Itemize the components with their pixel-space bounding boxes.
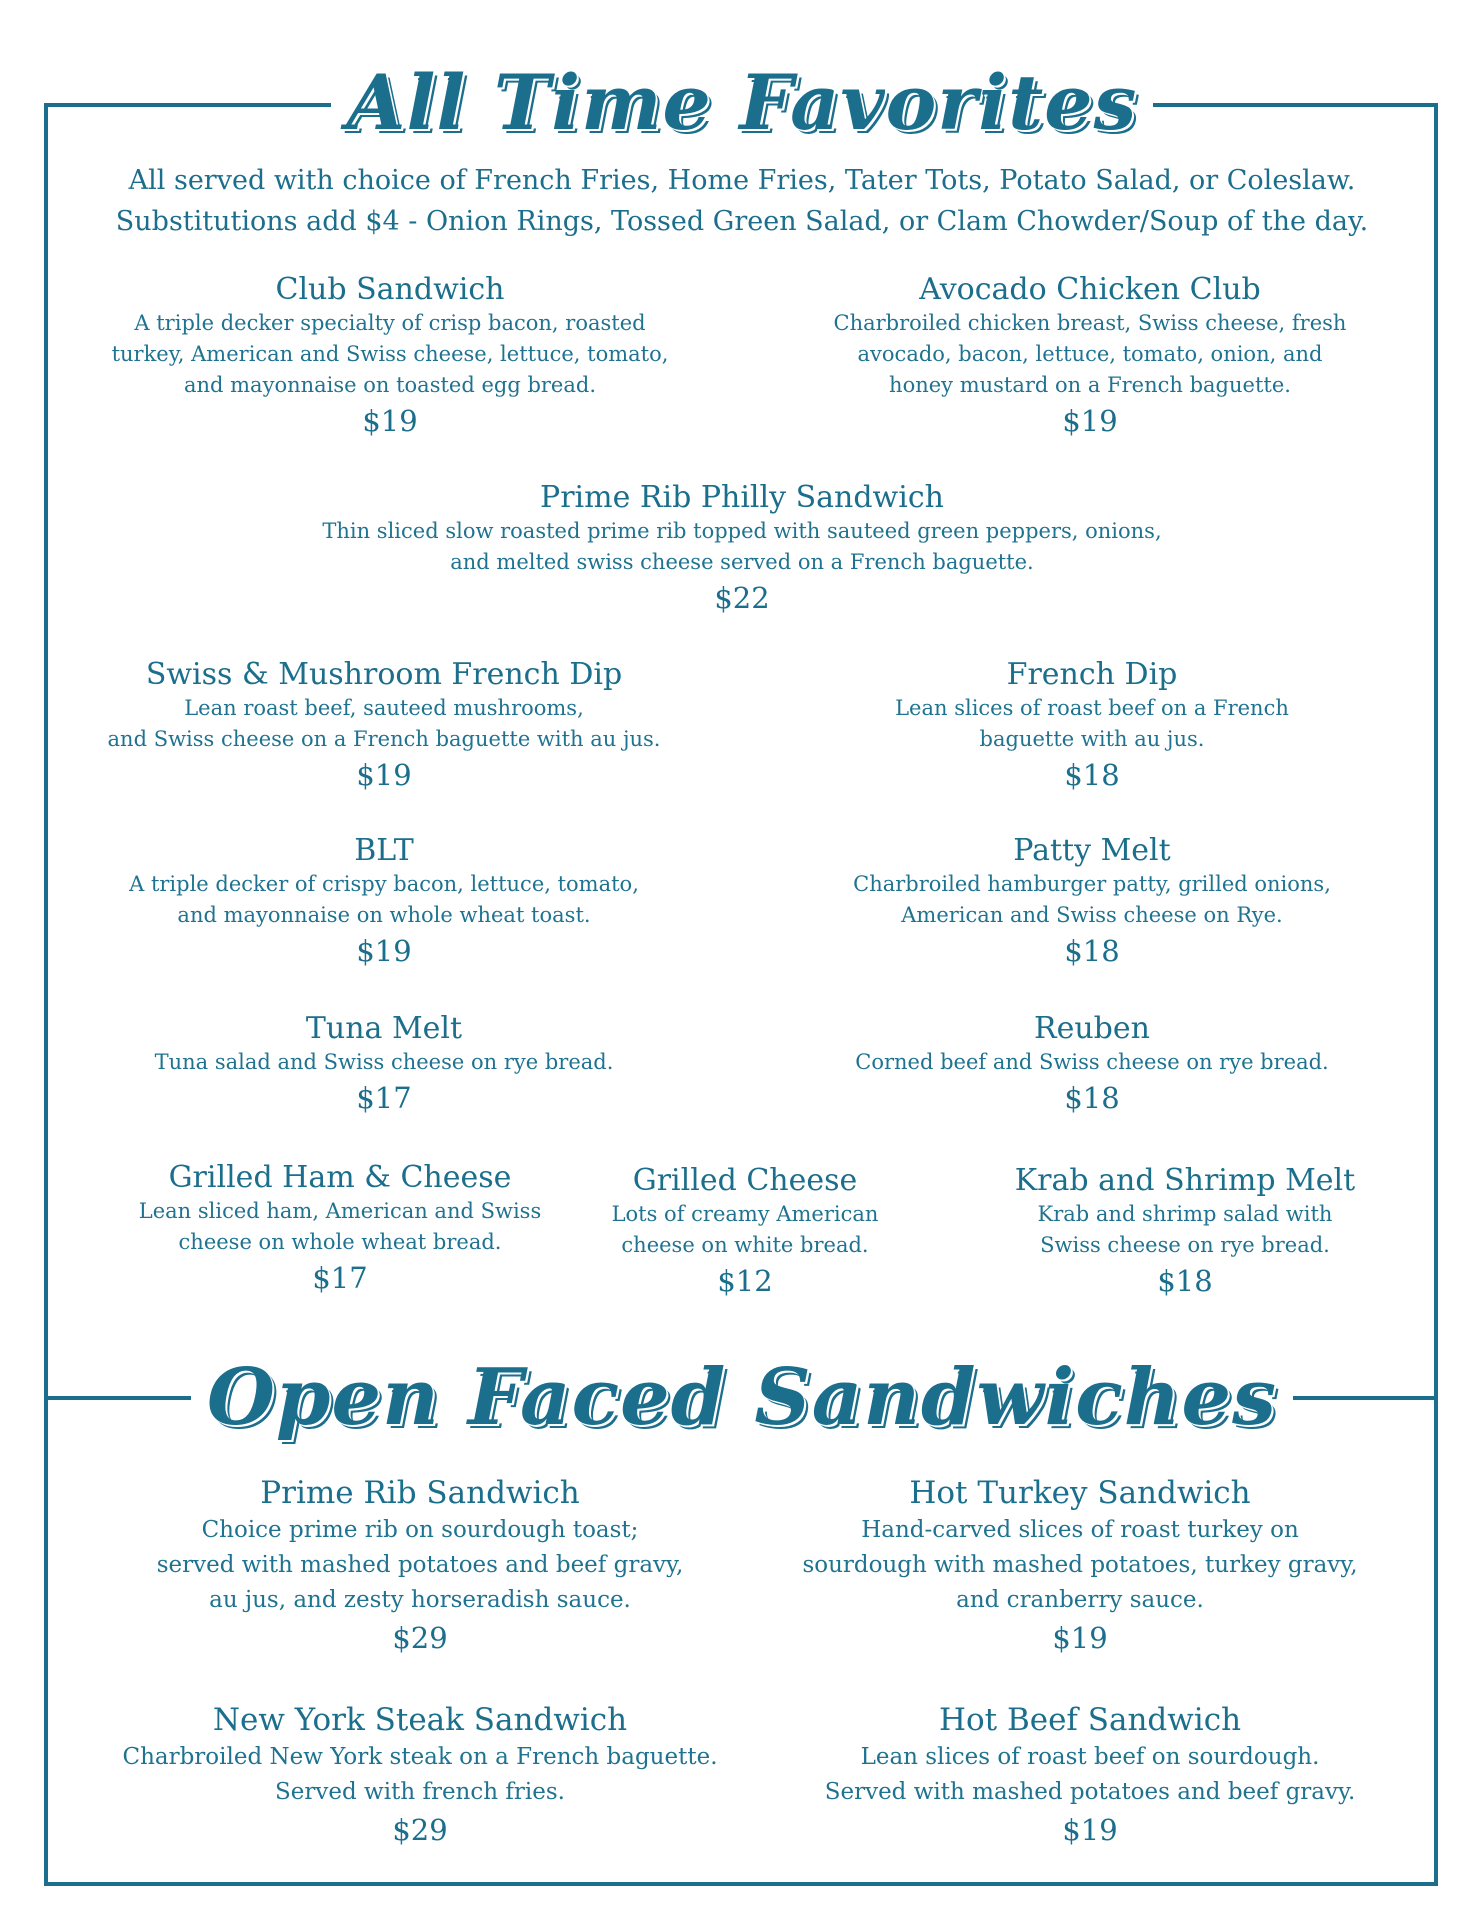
menu-item-swiss-mushroom-french-dip <box>84 657 684 795</box>
item-name: Avocado Chicken Club <box>919 272 1261 307</box>
item-description <box>760 1513 1400 1618</box>
description-line: Krab and shrimp salad with <box>1037 1202 1333 1226</box>
item-price: $19 <box>356 758 412 792</box>
item-price: $19 <box>362 404 418 438</box>
item-name: Reuben <box>1034 1011 1150 1046</box>
favorites-title: All Time Favorites <box>331 61 1154 145</box>
item-description <box>100 1513 740 1618</box>
description-line: and mayonnaise on whole wheat toast. <box>177 903 591 927</box>
description-line: Lean slices of roast beef on a French <box>895 696 1289 720</box>
item-price: $29 <box>392 1621 448 1655</box>
item-name: BLT <box>354 833 414 868</box>
menu-item-french-dip <box>792 657 1392 795</box>
item-price: $19 <box>1052 1621 1108 1655</box>
item-description <box>100 1196 580 1258</box>
menu-item-blt <box>84 833 684 971</box>
item-description <box>84 869 684 931</box>
item-name: French Dip <box>1006 657 1178 692</box>
description-line: Charbroiled New York steak on a French baguette. <box>122 1744 718 1770</box>
item-price: $29 <box>392 1813 448 1847</box>
substitutions-line: Substitutions add $4 - Onion Rings, Tossed Green Salad, or Clam Chowder/Soup of the day. <box>115 206 1369 237</box>
description-line: Corned beef and Swiss cheese on rye bread. <box>855 1050 1329 1074</box>
item-description <box>792 1047 1392 1078</box>
description-line: and Swiss cheese on a French baguette with au jus. <box>107 727 661 751</box>
description-line: Charbroiled chicken breast, Swiss cheese, fresh <box>833 311 1347 335</box>
description-line: au jus, and zesty horseradish sauce. <box>209 1587 631 1613</box>
description-line: Lean roast beef, sauteed mushrooms, <box>184 696 584 720</box>
item-name: Hot Turkey Sandwich <box>909 1475 1251 1511</box>
item-name: Hot Beef Sandwich <box>938 1702 1242 1738</box>
item-description <box>84 1047 684 1078</box>
menu-item-patty-melt <box>792 833 1392 971</box>
description-line: A triple decker specialty of crisp bacon, roasted <box>134 311 646 335</box>
sides-line: All served with choice of French Fries, Home Fries, Tater Tots, Potato Salad, or Coleslaw. <box>128 165 1356 196</box>
description-line: sourdough with mashed potatoes, turkey gravy, <box>802 1552 1358 1578</box>
description-line: and mayonnaise on toasted egg bread. <box>183 373 596 397</box>
item-description <box>80 1740 760 1810</box>
description-line: and cranberry sauce. <box>956 1587 1204 1613</box>
description-line: American and Swiss cheese on Rye. <box>901 903 1283 927</box>
description-line: Served with french fries. <box>275 1779 565 1805</box>
item-name: New York Steak Sandwich <box>212 1702 628 1738</box>
description-line: A triple decker of crispy bacon, lettuce, tomato, <box>129 872 639 896</box>
description-line: Lean sliced ham, American and Swiss <box>138 1199 542 1223</box>
item-price: $19 <box>1062 1813 1118 1847</box>
item-price: $12 <box>717 1264 773 1298</box>
menu-item-hot-beef-sandwich <box>750 1700 1430 1850</box>
item-description <box>590 1199 900 1261</box>
item-price: $19 <box>356 934 412 968</box>
menu-item-grilled-cheese <box>590 1163 900 1301</box>
menu-item-avocado-chicken-club <box>790 272 1390 441</box>
description-line: served with mashed potatoes and beef gravy, <box>156 1552 684 1578</box>
description-line: Served with mashed potatoes and beef gravy. <box>824 1779 1356 1805</box>
description-line: Hand-carved slices of roast turkey on <box>861 1517 1299 1543</box>
item-price: $17 <box>356 1081 412 1115</box>
item-price: $17 <box>312 1261 368 1295</box>
item-price: $19 <box>1062 404 1118 438</box>
item-description <box>90 308 690 401</box>
description-line: Tuna salad and Swiss cheese on rye bread. <box>154 1050 614 1074</box>
item-name: Krab and Shrimp Melt <box>1014 1163 1356 1198</box>
description-line: cheese on white bread. <box>621 1233 869 1257</box>
item-price: $22 <box>714 581 770 615</box>
item-name: Swiss & Mushroom French Dip <box>145 657 623 692</box>
description-line: honey mustard on a French baguette. <box>889 373 1291 397</box>
description-line: turkey, American and Swiss cheese, lettuce, tomato, <box>111 342 669 366</box>
item-name: Patty Melt <box>1013 833 1171 868</box>
item-description <box>242 516 1242 578</box>
item-description <box>792 693 1392 755</box>
open-faced-title: Open Faced Sandwiches <box>191 1355 1293 1441</box>
description-line: Charbroiled hamburger patty, grilled onions, <box>853 872 1331 896</box>
menu-item-prime-rib-philly <box>242 480 1242 618</box>
description-line: avocado, bacon, lettuce, tomato, onion, and <box>857 342 1323 366</box>
description-line: and melted swiss cheese served on a French baguette. <box>450 550 1034 574</box>
menu-item-club-sandwich <box>90 272 690 441</box>
menu-item-grilled-ham-cheese <box>100 1160 580 1298</box>
item-description <box>790 308 1390 401</box>
description-line: baguette with au jus. <box>979 727 1205 751</box>
menu-item-new-york-steak-sandwich <box>80 1700 760 1850</box>
item-name: Club Sandwich <box>275 272 505 307</box>
menu-item-prime-rib-sandwich <box>100 1473 740 1658</box>
menu-item-krab-shrimp-melt <box>980 1163 1390 1301</box>
menu-item-tuna-melt <box>84 1011 684 1118</box>
item-price: $18 <box>1064 1081 1120 1115</box>
item-price: $18 <box>1064 934 1120 968</box>
item-description <box>750 1740 1430 1810</box>
description-line: Swiss cheese on rye bread. <box>1040 1233 1330 1257</box>
description-line: Lots of creamy American <box>611 1202 879 1226</box>
menu-item-hot-turkey-sandwich <box>760 1473 1400 1658</box>
menu-item-reuben <box>792 1011 1392 1118</box>
sides-note <box>60 160 1424 242</box>
item-name: Prime Rib Sandwich <box>260 1475 580 1511</box>
description-line: Choice prime rib on sourdough toast; <box>201 1517 639 1543</box>
item-description <box>980 1199 1390 1261</box>
item-name: Tuna Melt <box>305 1011 463 1046</box>
item-name: Grilled Ham & Cheese <box>168 1160 512 1195</box>
item-price: $18 <box>1064 758 1120 792</box>
item-description <box>792 869 1392 931</box>
item-price: $18 <box>1157 1264 1213 1298</box>
description-line: cheese on whole wheat bread. <box>178 1230 502 1254</box>
item-name: Grilled Cheese <box>632 1163 858 1198</box>
item-name: Prime Rib Philly Sandwich <box>540 480 944 515</box>
description-line: Lean slices of roast beef on sourdough. <box>860 1744 1320 1770</box>
description-line: Thin sliced slow roasted prime rib topped with sauteed green peppers, onions, <box>322 519 1162 543</box>
item-description <box>84 693 684 755</box>
